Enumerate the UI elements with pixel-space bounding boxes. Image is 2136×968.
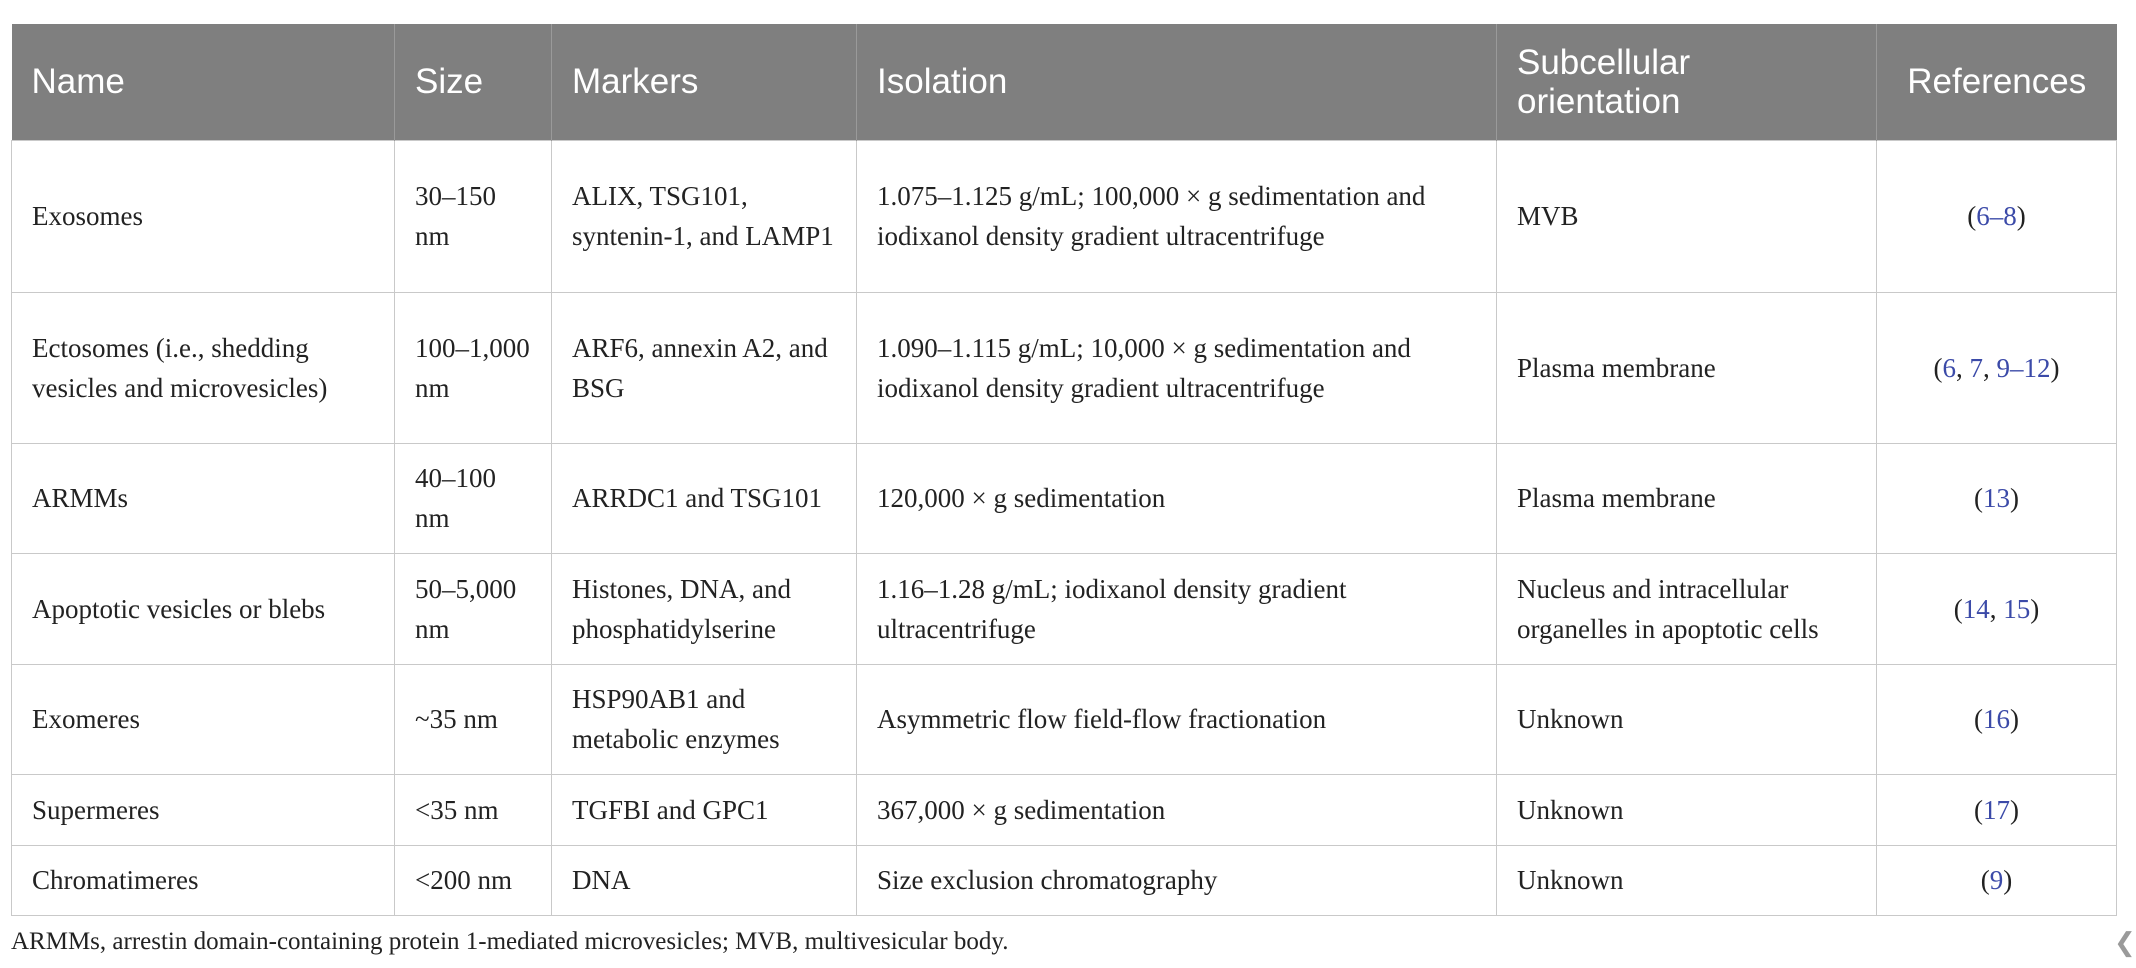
ref-paren-close: )	[2050, 352, 2060, 383]
ev-table	[11, 24, 2117, 916]
ref-paren-close: )	[2030, 593, 2040, 624]
ref-paren-open: (	[1974, 794, 1983, 825]
cell-size: <35 nm	[395, 774, 552, 845]
cell-markers: DNA	[552, 845, 857, 915]
cell-name: Exosomes	[12, 140, 395, 292]
cell-references	[1877, 443, 2117, 553]
cell-size: 50–5,000 nm	[395, 553, 552, 664]
reference-link[interactable]: 13	[1983, 483, 2010, 513]
cell-isolation: Size exclusion chromatography	[857, 845, 1497, 915]
table-row	[12, 140, 2117, 292]
ref-paren-open: (	[1974, 704, 1983, 734]
ref-separator: ,	[1956, 352, 1970, 383]
cell-size: 40–100 nm	[395, 443, 552, 553]
cell-orientation: Nucleus and intracellular organelles in apoptotic cells	[1497, 553, 1877, 664]
ref-paren-open: (	[1980, 865, 1990, 895]
cell-isolation: 1.090–1.115 g/mL; 10,000 × g sedimentation and iodixanol density gradient ultracentrifuge	[857, 292, 1497, 443]
table-row	[12, 292, 2117, 443]
ev-table-container	[11, 24, 2116, 916]
cell-isolation: 1.075–1.125 g/mL; 100,000 × g sedimentation and iodixanol density gradient ultracentrifuge	[857, 140, 1497, 292]
table-row	[12, 774, 2117, 845]
reference-link[interactable]: 14	[1962, 593, 1990, 624]
cell-size: ~35 nm	[395, 664, 552, 774]
cell-references	[1877, 664, 2117, 774]
cell-isolation: Asymmetric flow field-flow fractionation	[857, 664, 1497, 774]
cell-markers: HSP90AB1 and metabolic enzymes	[552, 664, 857, 774]
table-row	[12, 845, 2117, 915]
cell-markers: TGFBI and GPC1	[552, 774, 857, 845]
reference-link[interactable]: 9–12	[1996, 352, 2051, 383]
table-row	[12, 553, 2117, 664]
table-footnote: ARMMs, arrestin domain-containing protein 1-mediated microvesicles; MVB, multivesicular body.	[11, 928, 1009, 955]
cell-size: 30–150 nm	[395, 140, 552, 292]
header-row	[12, 24, 2117, 140]
cell-isolation: 1.16–1.28 g/mL; iodixanol density gradient ultracentrifuge	[857, 553, 1497, 664]
cell-orientation: Unknown	[1497, 664, 1877, 774]
ref-paren-close: )	[2010, 704, 2019, 734]
reference-link[interactable]: 6–8	[1976, 201, 2017, 231]
header-markers: Markers	[552, 24, 857, 140]
ref-paren-open: (	[1974, 483, 1983, 513]
cell-orientation: Plasma membrane	[1497, 292, 1877, 443]
cell-orientation: Plasma membrane	[1497, 443, 1877, 553]
cell-references	[1877, 140, 2117, 292]
reference-link[interactable]: 17	[1983, 794, 2010, 825]
cell-references	[1877, 774, 2117, 845]
cell-name: Supermeres	[12, 774, 395, 845]
cell-name: Apoptotic vesicles or blebs	[12, 553, 395, 664]
table-row	[12, 443, 2117, 553]
ref-paren-close: )	[2016, 201, 2026, 231]
cell-name: Exomeres	[12, 664, 395, 774]
header-orientation: Subcellular orientation	[1497, 24, 1877, 140]
cell-isolation: 367,000 × g sedimentation	[857, 774, 1497, 845]
cell-references	[1877, 845, 2117, 915]
ref-paren-close: )	[2010, 794, 2019, 825]
cell-orientation: MVB	[1497, 140, 1877, 292]
cell-references	[1877, 292, 2117, 443]
reference-link[interactable]: 15	[2003, 593, 2031, 624]
reference-link[interactable]: 7	[1969, 352, 1983, 383]
ref-paren-open: (	[1953, 593, 1963, 624]
cell-isolation: 120,000 × g sedimentation	[857, 443, 1497, 553]
ref-separator: ,	[1989, 593, 2004, 624]
cell-name: ARMMs	[12, 443, 395, 553]
cell-size: 100–1,000 nm	[395, 292, 552, 443]
header-isolation: Isolation	[857, 24, 1497, 140]
header-size: Size	[395, 24, 552, 140]
reference-link[interactable]: 16	[1983, 704, 2010, 734]
ref-paren-open: (	[1933, 352, 1943, 383]
header-references: References	[1877, 24, 2117, 140]
cell-size: <200 nm	[395, 845, 552, 915]
ref-paren-close: )	[2003, 865, 2013, 895]
cell-references	[1877, 553, 2117, 664]
ref-separator: ,	[1983, 352, 1997, 383]
cell-markers: ARF6, annexin A2, and BSG	[552, 292, 857, 443]
cell-name: Ectosomes (i.e., shedding vesicles and microvesicles)	[12, 292, 395, 443]
cell-markers: Histones, DNA, and phosphatidylserine	[552, 553, 857, 664]
cell-orientation: Unknown	[1497, 774, 1877, 845]
cell-markers: ARRDC1 and TSG101	[552, 443, 857, 553]
table-row	[12, 664, 2117, 774]
header-name: Name	[12, 24, 395, 140]
reference-link[interactable]: 6	[1942, 352, 1956, 383]
cell-markers: ALIX, TSG101, syntenin-1, and LAMP1	[552, 140, 857, 292]
ref-paren-close: )	[2010, 483, 2019, 513]
chevron-left-icon[interactable]: ❮	[2114, 928, 2136, 958]
cell-orientation: Unknown	[1497, 845, 1877, 915]
ref-paren-open: (	[1967, 201, 1977, 231]
cell-name: Chromatimeres	[12, 845, 395, 915]
reference-link[interactable]: 9	[1989, 865, 2004, 895]
